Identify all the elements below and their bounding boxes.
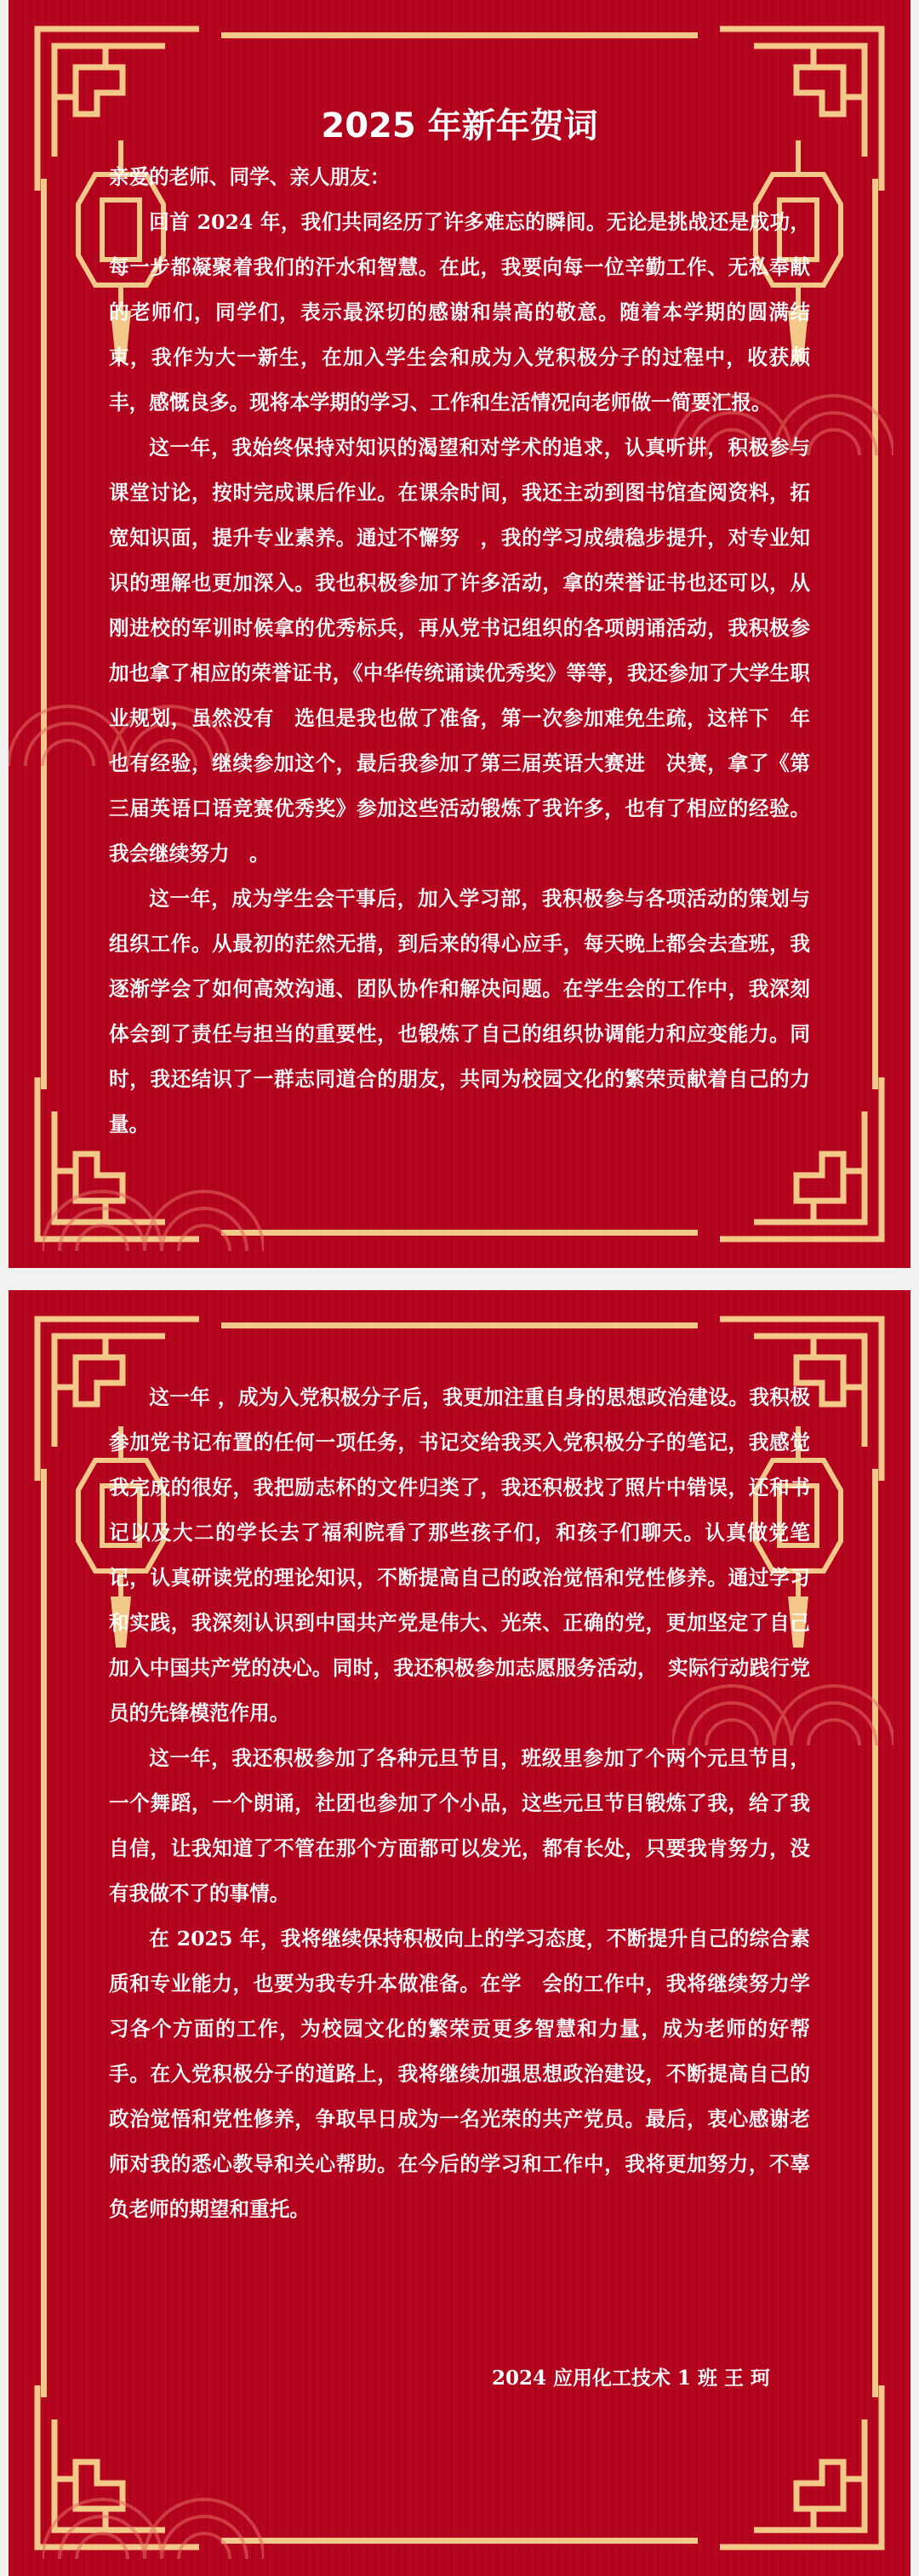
letter-greeting: 亲爱的老师、同学、亲人朋友： [109, 165, 391, 189]
letter-signature: 2024 应用化工技术 1 班 王 珂 [491, 2367, 770, 2390]
letter-page-2 [9, 1290, 910, 2576]
cloud-wave-pattern-icon [43, 1132, 264, 1251]
top-border-line [221, 32, 698, 38]
bottom-border-line [221, 1230, 698, 1236]
left-border-line [41, 1469, 47, 2397]
letter-body-page-2 [109, 1375, 810, 2232]
right-border-line [872, 1469, 878, 2397]
letter-body-page-1 [109, 155, 810, 1147]
left-border-line [41, 179, 47, 1089]
paragraph: 在 2025 年，我将继续保持积极向上的学习态度，不断提升自己的综合素质和专业能力，也要为我专升本做准备。在学 会的工作中，我将继续努力学习各个方面的工作，为校园文化的繁荣贡更多智慧和力量，成为老师的好帮手。在入党积极分子的道路上，我将继续加强思想政治建设，不断提高自己的政治觉悟和党性修养，争取早日成为一名光荣的共产党员。最后，衷心感谢老师对我的悉心教导和关心帮助。在今后的学习和工作中，我将更加努力，不辜负老师的期望和重托。 [109, 1927, 810, 2221]
letter-page-1 [9, 0, 910, 1268]
cloud-wave-pattern-icon [43, 2440, 264, 2559]
paragraph: 这一年，我始终保持对知识的渴望和对学术的追求，认真听讲，积极参与课堂讨论，按时完成课后作业。在课余时间，我还主动到图书馆查阅资料，拓宽知识面，提升专业素养。通过不懈努 ，我的学习成绩稳步提升，对专业知识的理解也更加深入。我也积极参加了许多活动，拿的荣誉证书也还可以，从刚进校的军训时候拿的优秀标兵，再从党书记组织的各项朗诵活动，我积极参加也拿了相应的荣誉证书，《中华传统诵读优秀奖》等等，我还参加了大学生职业规划，虽然没有 选但是我也做了准备，第一次参加难免生疏，这样下 年也有经验，继续参加这个，最后我参加了第三届英语大赛进 决赛，拿了《第三届英语口语竞赛优秀奖》参加这些活动锻炼了我许多，也有了相应的经验。我会继续努力 。 [109, 436, 810, 865]
paragraph: 回首 2024 年，我们共同经历了许多难忘的瞬间。无论是挑战还是成功，每一步都凝聚着我们的汗水和智慧。在此，我要向每一位辛勤工作、无私奉献的老师们，同学们，表示最深切的感谢和崇高的敬意。随着本学期的圆满结束，我作为大一新生，在加入学生会和成为入党积极分子的过程中，收获颇丰，感慨良多。现将本学期的学习、工作和生活情况向老师做一简要汇报。 [109, 210, 810, 414]
letter-title: 2025 年新年贺词 [321, 106, 598, 146]
paragraph: 这一年，我还积极参加了各种元旦节目，班级里参加了个两个元旦节目，一个舞蹈，一个朗诵，社团也参加了个小品，这些元旦节目锻炼了我，给了我自信，让我知道了不管在那个方面都可以发光，都有长处，只要我肯努力，没有我做不了的事情。 [109, 1746, 810, 1905]
top-border-line [221, 1322, 698, 1328]
right-border-line [872, 179, 878, 1089]
paragraph: 这一年，成为学生会干事后，加入学习部，我积极参与各项活动的策划与组织工作。从最初的茫然无措，到后来的得心应手，每天晚上都会去查班，我逐渐学会了如何高效沟通、团队协作和解决问题。在学生会的工作中，我深刻体会到了责任与担当的重要性，也锻炼了自己的组织协调能力和应变能力。同时，我还结识了一群志同道合的朋友，共同为校园文化的繁荣贡献着自己的力量。 [109, 887, 810, 1136]
corner-fret-ornament-icon [720, 2385, 890, 2556]
bottom-border-line [221, 2538, 698, 2544]
paragraph: 这一年 ，成为入党积极分子后，我更加注重自身的思想政治建设。我积极参加党书记布置的任何一项任务，书记交给我买入党积极分子的笔记，我感觉我完成的很好，我把励志杯的文件归类了，我还积极找了照片中错误，还和书记以及大二的学长去了福利院看了那些孩子们，和孩子们聊天。认真做党笔记，认真研读党的理论知识，不断提高自己的政治觉悟和党性修养。通过学习和实践，我深刻认识到中国共产党是伟大、光荣、正确的党，更加坚定了自己加入中国共产党的决心。同时，我还积极参加志愿服务活动， 实际行动践行党员的先锋模范作用。 [109, 1385, 810, 1725]
